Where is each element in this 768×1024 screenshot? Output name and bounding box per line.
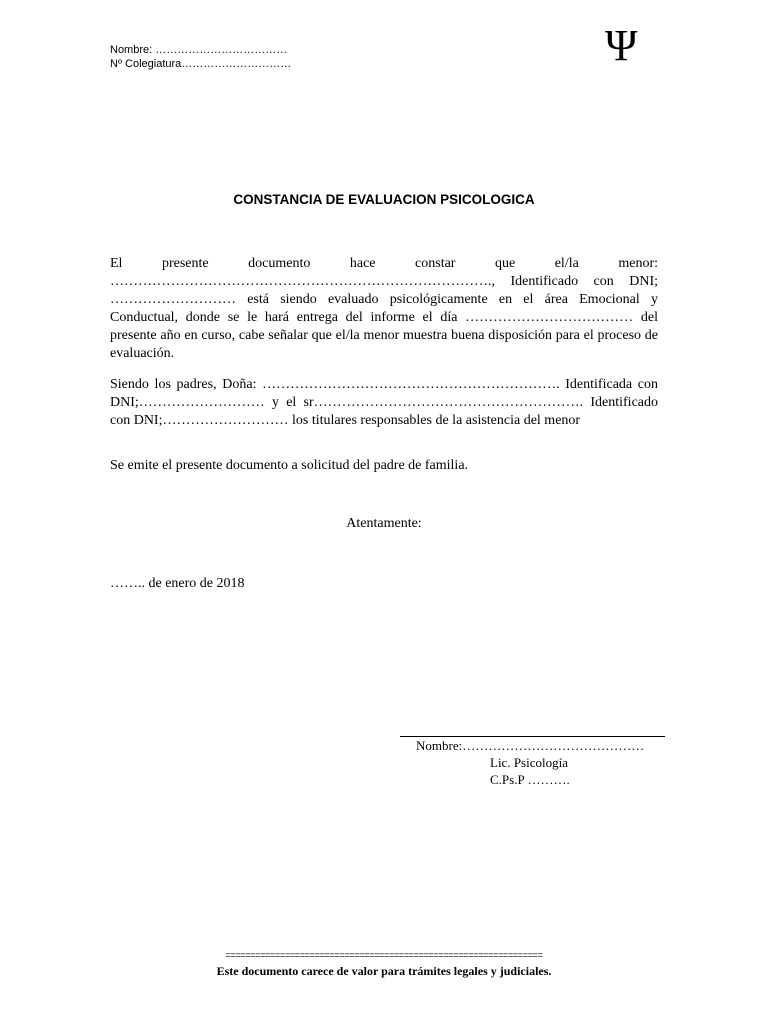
closing-salutation: Atentamente: xyxy=(346,516,422,531)
professional-name-line: Nombre: ……………………………… xyxy=(110,44,288,56)
paragraph-parents: Siendo los padres, Doña: ………………………………………………………. Identificada con DNI;……………………… y el sr…………………………………………………. Identificado con DNI;……………………… los titulares responsables de la asistencia del menor xyxy=(110,377,658,428)
paragraph-evaluation: El presente documento hace constar que el/la menor: ………………………………………………………………………., Identificado con DNI; ……………………… está siendo evaluado psicológicamente en el área Emocional y Conductual, donde se le hará entrega del informe el día ……………………………… del presente año en curso, cabe señalar que el/la menor muestra buena disposición para el proceso de evaluación. xyxy=(110,256,658,361)
footer-separator: ================================================================ xyxy=(225,950,543,960)
document-date: …….. de enero de 2018 xyxy=(110,576,245,591)
professional-college-number-line: Nº Colegiatura………………………… xyxy=(110,58,292,70)
signature-line xyxy=(400,736,665,737)
signature-cps-number: C.Ps.P ………. xyxy=(490,772,570,787)
document-title: CONSTANCIA DE EVALUACION PSICOLOGICA xyxy=(233,192,535,207)
signature-title: Lic. Psicología xyxy=(490,755,568,770)
psi-logo-icon: Ψ xyxy=(605,21,638,70)
signature-name: Nombre:…………………………………… xyxy=(416,738,645,753)
paragraph-request: Se emite el presente documento a solicitud del padre de familia. xyxy=(110,458,469,473)
footer-disclaimer: Este documento carece de valor para trámites legales y judiciales. xyxy=(216,964,552,978)
professional-info xyxy=(110,43,291,71)
